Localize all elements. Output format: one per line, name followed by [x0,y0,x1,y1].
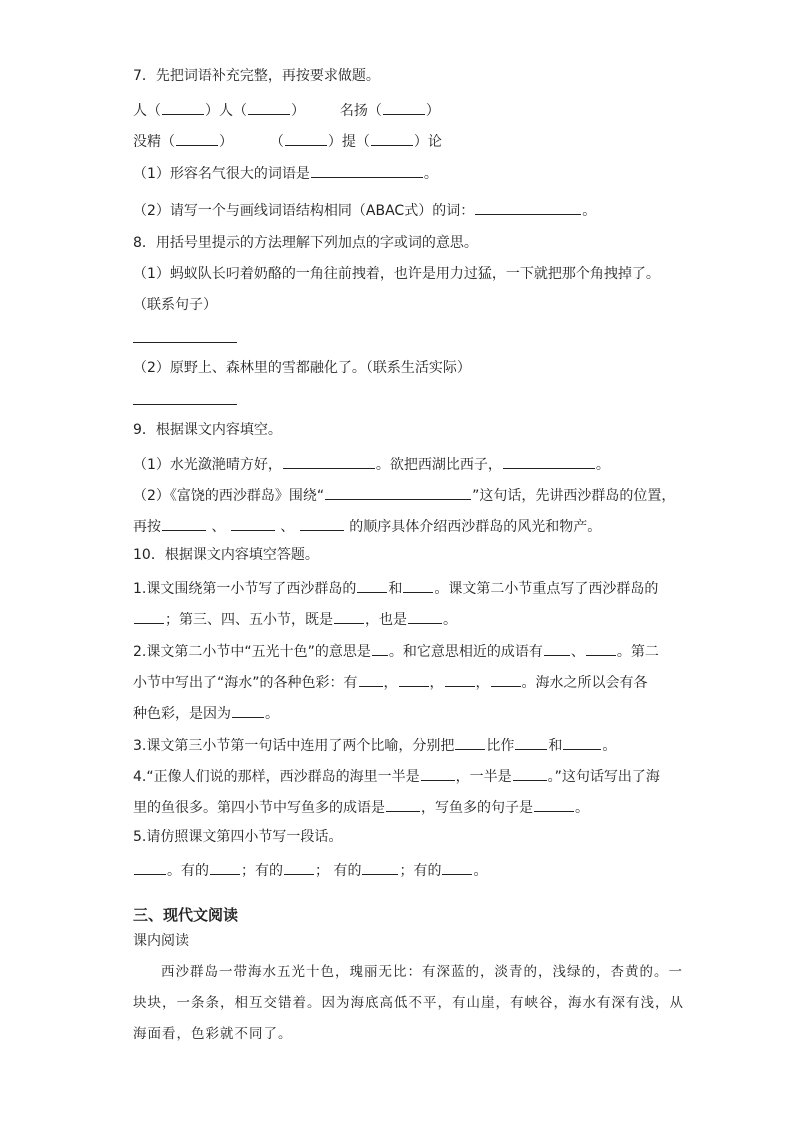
q10-line1: 1.课文围绕第一小节写了西沙群岛的 和 。课文第二小节重点写了西沙群岛的 [133,576,658,599]
q10-line7: 4.“正像人们说的那样，西沙群岛的海里一半是 ，一半是 。”这句话写出了海 [133,764,660,787]
blank[interactable] [134,858,166,875]
blank[interactable] [357,576,387,593]
q10-title: 10．根据课文内容填空答题。 [133,547,319,563]
q9-sub2: （2）《富饶的西沙群岛》围绕“ ”这句话，先讲西沙群岛的位置， [133,483,675,506]
q7-sub2: （2）请写一个与画线词语结构相同（ABAC式）的词： 。 [133,198,596,221]
blank[interactable] [563,733,601,750]
blank[interactable] [248,98,290,115]
q9-sub1: （1）水光潋滟晴方好， 。欲把西湖比西子， 。 [133,452,610,475]
blank[interactable] [232,701,264,718]
q7-row2: 没精（ ） （ ）提（ ）论 [133,129,442,152]
reading-paragraph-line: 海面看，色彩就不同了。 [133,1026,293,1042]
blank[interactable] [515,733,547,750]
blank[interactable] [283,452,375,469]
blank[interactable] [421,764,455,781]
q8-sub2: （2）原野上、森林里的雪都融化了。（联系生活实际） [133,360,471,376]
blank[interactable] [544,639,570,656]
answer-line[interactable] [133,404,237,405]
q10-line5: 种色彩，是因为 。 [133,701,279,724]
q9-sub3: 再按 、 、 的顺序具体介绍西沙群岛的风光和物产。 [133,514,601,537]
q9-title: 9．根据课文内容填空。 [133,422,282,438]
blank[interactable] [386,795,420,812]
blank[interactable] [176,129,218,146]
section-subheading: 课内阅读 [133,933,189,949]
blank[interactable] [311,161,423,178]
blank[interactable] [534,795,574,812]
blank[interactable] [134,607,164,624]
blank[interactable] [491,670,521,687]
blank[interactable] [455,733,485,750]
q10-line3: 2.课文第二小节中“五光十色”的意思是 。和它意思相近的成语有 、 。第二 [133,639,659,662]
blank[interactable] [300,514,344,531]
reading-paragraph-line: 块块，一条条，相互交错着。因为海底高低不平，有山崖，有峡谷，海水有深有浅，从 [133,995,684,1011]
q10-line2: ；第三、四、五小节，既是 ，也是 。 [133,607,457,630]
q7-sub1: （1）形容名气很大的词语是 。 [133,161,438,184]
blank[interactable] [334,607,364,624]
blank[interactable] [399,670,429,687]
blank[interactable] [408,607,442,624]
q8-sub1-hint: （联系句子） [133,297,217,313]
blank[interactable] [359,670,383,687]
q10-line9: 5.请仿照课文第四小节写一段话。 [133,829,343,845]
blank[interactable] [442,858,472,875]
blank[interactable] [285,129,327,146]
blank[interactable] [162,98,204,115]
blank[interactable] [325,483,471,500]
q10-line4: 小节中写出了“海水”的各种色彩：有 ， ， ， 。海水之所以会有各 [133,670,648,693]
blank[interactable] [231,514,275,531]
blank[interactable] [210,858,240,875]
blank[interactable] [475,198,581,215]
blank[interactable] [284,858,314,875]
q10-line6: 3.课文第三小节第一句话中连用了两个比喻，分别把 比作 和 。 [133,733,616,756]
q8-sub1: （1）蚂蚁队长叼着奶酪的一角往前拽着，也许是用力过猛，一下就把那个角拽掉了。 [133,266,660,282]
q7-row1: 人（ ）人（ ） 名扬（ ） [133,98,440,121]
q7-title: 7．先把词语补充完整，再按要求做题。 [133,68,380,84]
blank[interactable] [372,639,388,656]
blank[interactable] [445,670,475,687]
section-heading: 三、现代文阅读 [133,906,239,924]
q10-line10: 。有的 ；有的 ； 有的 ；有的 。 [133,858,487,881]
blank[interactable] [586,639,616,656]
blank[interactable] [403,576,433,593]
blank[interactable] [371,129,413,146]
q8-title: 8．用括号里提示的方法理解下列加点的字或词的意思。 [133,235,478,251]
blank[interactable] [503,452,595,469]
reading-paragraph-line: 西沙群岛一带海水五光十色，瑰丽无比：有深蓝的，淡青的，浅绿的，杏黄的。一 [161,964,683,980]
blank[interactable] [383,98,425,115]
answer-line[interactable] [133,342,237,343]
blank[interactable] [162,514,206,531]
blank[interactable] [513,764,547,781]
q10-line8: 里的鱼很多。第四小节中写鱼多的成语是 ，写鱼多的句子是 。 [133,795,589,818]
blank[interactable] [362,858,398,875]
